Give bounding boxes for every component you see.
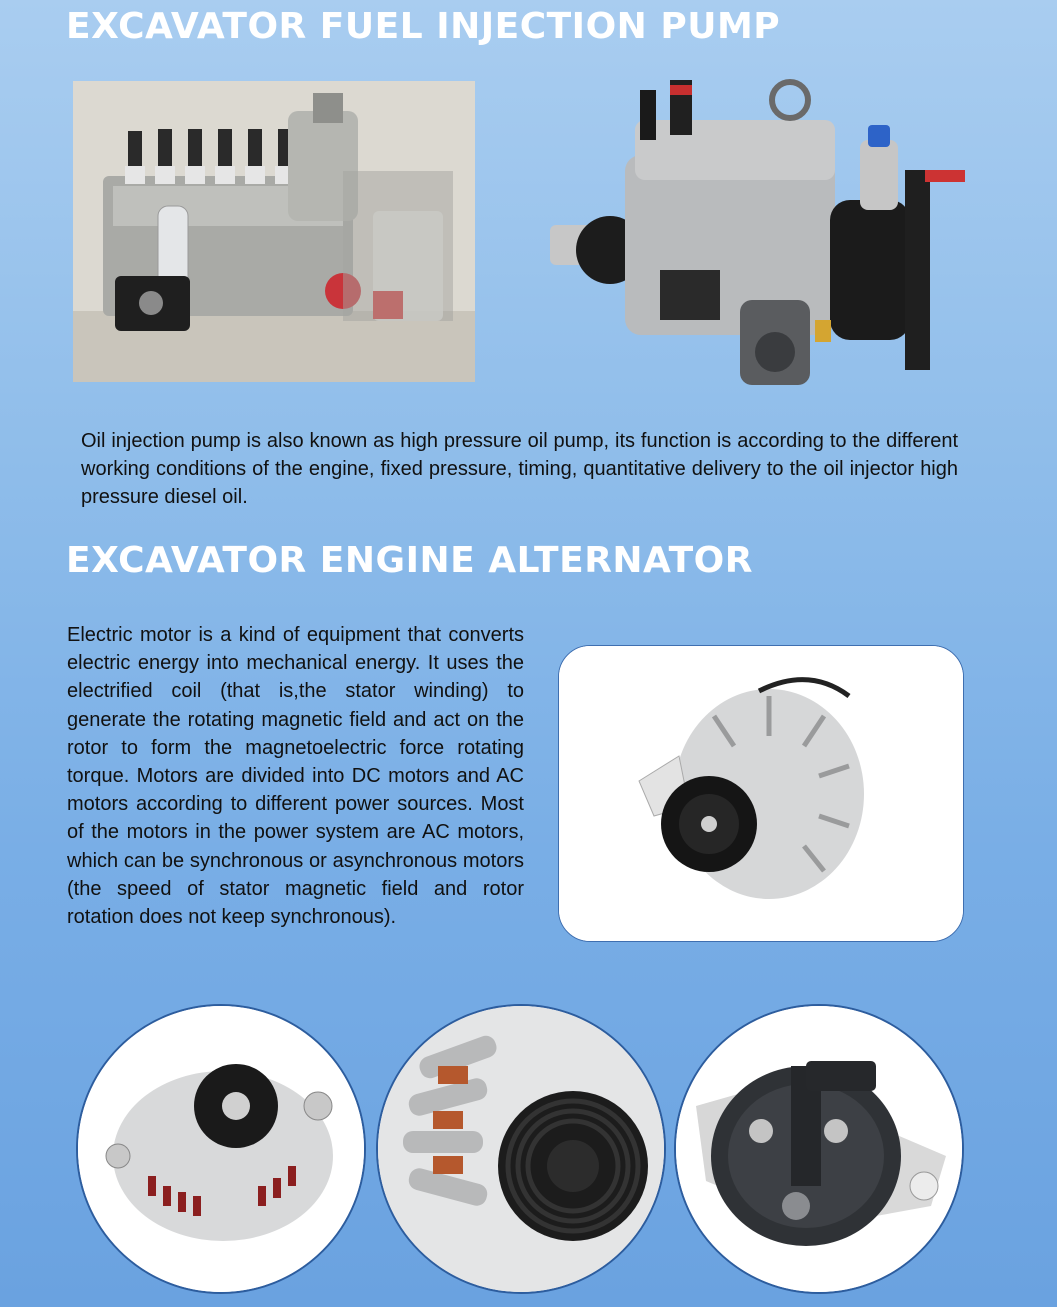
fuel-pump-photo-inline (73, 81, 475, 382)
fuel-pump-heading: EXCAVATOR FUEL INJECTION PUMP (66, 6, 781, 47)
alternator-photo-main (558, 645, 964, 942)
alternator-photo-circle-3 (674, 1004, 964, 1294)
alternator-photo-circle-1 (76, 1004, 366, 1294)
alternator-heading: EXCAVATOR ENGINE ALTERNATOR (66, 540, 754, 581)
alternator-photo-circle-2 (376, 1004, 666, 1294)
alternator-description: Electric motor is a kind of equipment that converts electric energy into mechanical energy. It uses the electrified coil (that is,the stator winding) to generate the rotating magnetic field and act on the rotor to form the magnetoelectric force rotating torque. Motors are divided into DC motors and AC motors according to different power sources. Most of the motors in the power system are AC motors, which can be synchronous or asynchronous motors (the speed of stator magnetic field and rotor rotation does not keep synchronous). (67, 624, 524, 929)
fuel-pump-photo-cutout (540, 70, 970, 400)
fuel-pump-description: Oil injection pump is also known as high pressure oil pump, its function is according to the different working conditions of the engine, fixed pressure, timing, quantitative delivery to the oil injector high pressure diesel oil. (81, 430, 958, 509)
